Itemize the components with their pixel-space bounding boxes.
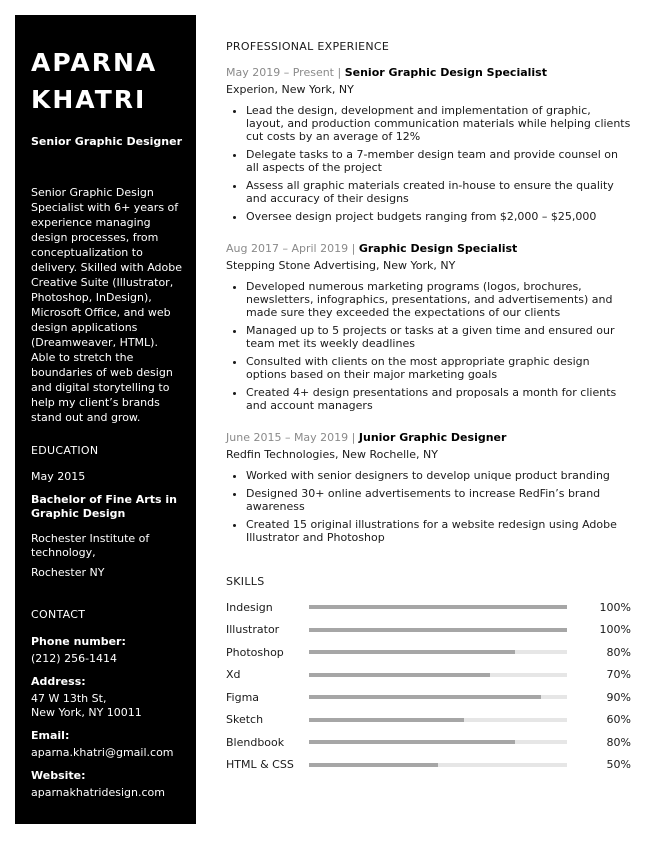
job-header <box>226 66 631 79</box>
skill-percent: 80% <box>606 735 631 749</box>
skill-bar-fill <box>309 695 541 699</box>
job-bullets <box>226 280 631 412</box>
skill-percent: 70% <box>606 668 631 682</box>
address-label: Address: <box>31 675 86 688</box>
profile-summary: Senior Graphic Design Specialist with 6+ years of experience managing design processes, from conceptualization to delivery. Skilled with Adobe Creative Suite (Illustrator, Photoshop, InDesign), Microsoft Office, and web design applications (Dreamweaver, HTML). Able to stretch the boundaries of web design and digital storytelling to help my client’s brands stand out and grow. <box>31 186 182 424</box>
website-value[interactable]: aparnakhatridesign.com <box>31 786 165 799</box>
skill-name: Blendbook <box>226 735 285 749</box>
website-label: Website: <box>31 769 86 782</box>
skill-bar-track <box>309 650 567 654</box>
skill-bar-fill <box>309 718 464 722</box>
job-role: Graphic Design Specialist <box>358 242 518 255</box>
candidate-title: Senior Graphic Designer <box>31 135 182 148</box>
email-label: Email: <box>31 729 70 742</box>
job-bullet: • Delegate tasks to a 7-member design team and provide counsel on all aspects of the project <box>246 148 631 174</box>
skill-percent: 90% <box>606 690 631 704</box>
education-heading: EDUCATION <box>31 444 99 457</box>
skill-bar-track <box>309 605 567 609</box>
phone-value[interactable]: (212) 256-1414 <box>31 652 118 665</box>
job-bullet: • Worked with senior designers to develop unique product branding <box>246 469 631 482</box>
job-separator: | <box>351 242 356 255</box>
skill-bar-fill <box>309 628 567 632</box>
education-location: Rochester NY <box>31 566 105 579</box>
skill-name: Xd <box>226 668 241 682</box>
skill-percent: 50% <box>606 758 631 772</box>
name-last: KHATRI <box>31 85 147 114</box>
job-bullet: • Created 15 original illustrations for a website redesign using Adobe Illustrator and Photoshop <box>246 518 631 544</box>
skill-name: Sketch <box>226 713 264 727</box>
candidate-name <box>31 44 182 118</box>
job-entry <box>226 66 631 223</box>
job-bullet: • Designed 30+ online advertisements to increase RedFin’s brand awareness <box>246 487 631 513</box>
skill-bar-track <box>309 673 567 677</box>
skill-name: Illustrator <box>226 623 280 637</box>
skill-bar-fill <box>309 673 490 677</box>
contact-email <box>31 729 182 760</box>
job-bullet: • Consulted with clients on the most appropriate graphic design options based on their major marketing goals <box>246 355 631 381</box>
job-entry <box>226 431 631 544</box>
skills-list <box>226 596 631 776</box>
phone-label: Phone number: <box>31 635 126 648</box>
skill-percent: 100% <box>599 600 631 614</box>
contact-phone <box>31 635 182 666</box>
contact-heading: CONTACT <box>31 608 86 621</box>
skill-percent: 100% <box>599 623 631 637</box>
job-separator: | <box>337 66 342 79</box>
skill-percent: 60% <box>606 713 631 727</box>
skill-bar-track <box>309 763 567 767</box>
skill-bar-track <box>309 695 567 699</box>
skill-bar-fill <box>309 763 438 767</box>
job-entry <box>226 242 631 412</box>
job-bullet: • Oversee design project budgets ranging from $2,000 – $25,000 <box>246 210 631 223</box>
job-dates: May 2019 – Present <box>226 66 334 79</box>
skill-name: Figma <box>226 690 260 704</box>
job-header <box>226 242 631 255</box>
experience-heading: PROFESSIONAL EXPERIENCE <box>226 40 390 53</box>
job-company: Redfin Technologies, New Rochelle, NY <box>226 448 438 461</box>
contact-address <box>31 675 182 720</box>
skill-row <box>226 596 631 619</box>
job-bullet: • Assess all graphic materials created in-house to ensure the quality and accuracy of their designs <box>246 179 631 205</box>
job-bullets <box>226 104 631 223</box>
skill-bar-track <box>309 628 567 632</box>
skill-row <box>226 686 631 709</box>
name-first: APARNA <box>31 48 158 77</box>
job-role: Senior Graphic Design Specialist <box>344 66 547 79</box>
education-school: Rochester Institute of technology, <box>31 532 150 559</box>
job-header <box>226 431 631 444</box>
job-bullet: • Lead the design, development and implementation of graphic, layout, and production communication materials while helping clients cut costs by an average of 12% <box>246 104 631 143</box>
contact-website <box>31 769 182 800</box>
skill-bar-fill <box>309 605 567 609</box>
education-date: May 2015 <box>31 470 86 483</box>
job-role: Junior Graphic Designer <box>358 431 507 444</box>
skill-row <box>226 664 631 687</box>
address-line1: 47 W 13th St, <box>31 692 107 705</box>
address-line2: New York, NY 10011 <box>31 706 142 719</box>
job-bullets <box>226 469 631 544</box>
skill-bar-track <box>309 718 567 722</box>
main-content <box>226 40 631 776</box>
job-bullet: • Developed numerous marketing programs (logos, brochures, newsletters, infographics, presentations, and advertisements) and made sure they exceeded the expectations of our clients <box>246 280 631 319</box>
skill-bar-fill <box>309 650 515 654</box>
skill-bar-track <box>309 740 567 744</box>
job-bullet: • Created 4+ design presentations and proposals a month for clients and account managers <box>246 386 631 412</box>
skill-row <box>226 619 631 642</box>
skills-heading: SKILLS <box>226 575 265 588</box>
email-value[interactable]: aparna.khatri@gmail.com <box>31 746 174 759</box>
job-company: Stepping Stone Advertising, New York, NY <box>226 259 456 272</box>
job-dates: June 2015 – May 2019 <box>226 431 349 444</box>
skill-row <box>226 641 631 664</box>
job-dates: Aug 2017 – April 2019 <box>226 242 349 255</box>
skill-name: Indesign <box>226 600 273 614</box>
skill-bar-fill <box>309 740 515 744</box>
skill-name: Photoshop <box>226 645 284 659</box>
skill-percent: 80% <box>606 645 631 659</box>
sidebar <box>15 15 196 824</box>
job-bullet: • Managed up to 5 projects or tasks at a given time and ensured our team met its weekly deadlines <box>246 324 631 350</box>
skill-row <box>226 709 631 732</box>
job-separator: | <box>351 431 356 444</box>
education-degree: Bachelor of Fine Arts in Graphic Design <box>31 493 177 520</box>
job-company: Experion, New York, NY <box>226 83 354 96</box>
skill-name: HTML & CSS <box>226 758 294 772</box>
skill-row <box>226 731 631 754</box>
skill-row <box>226 754 631 777</box>
